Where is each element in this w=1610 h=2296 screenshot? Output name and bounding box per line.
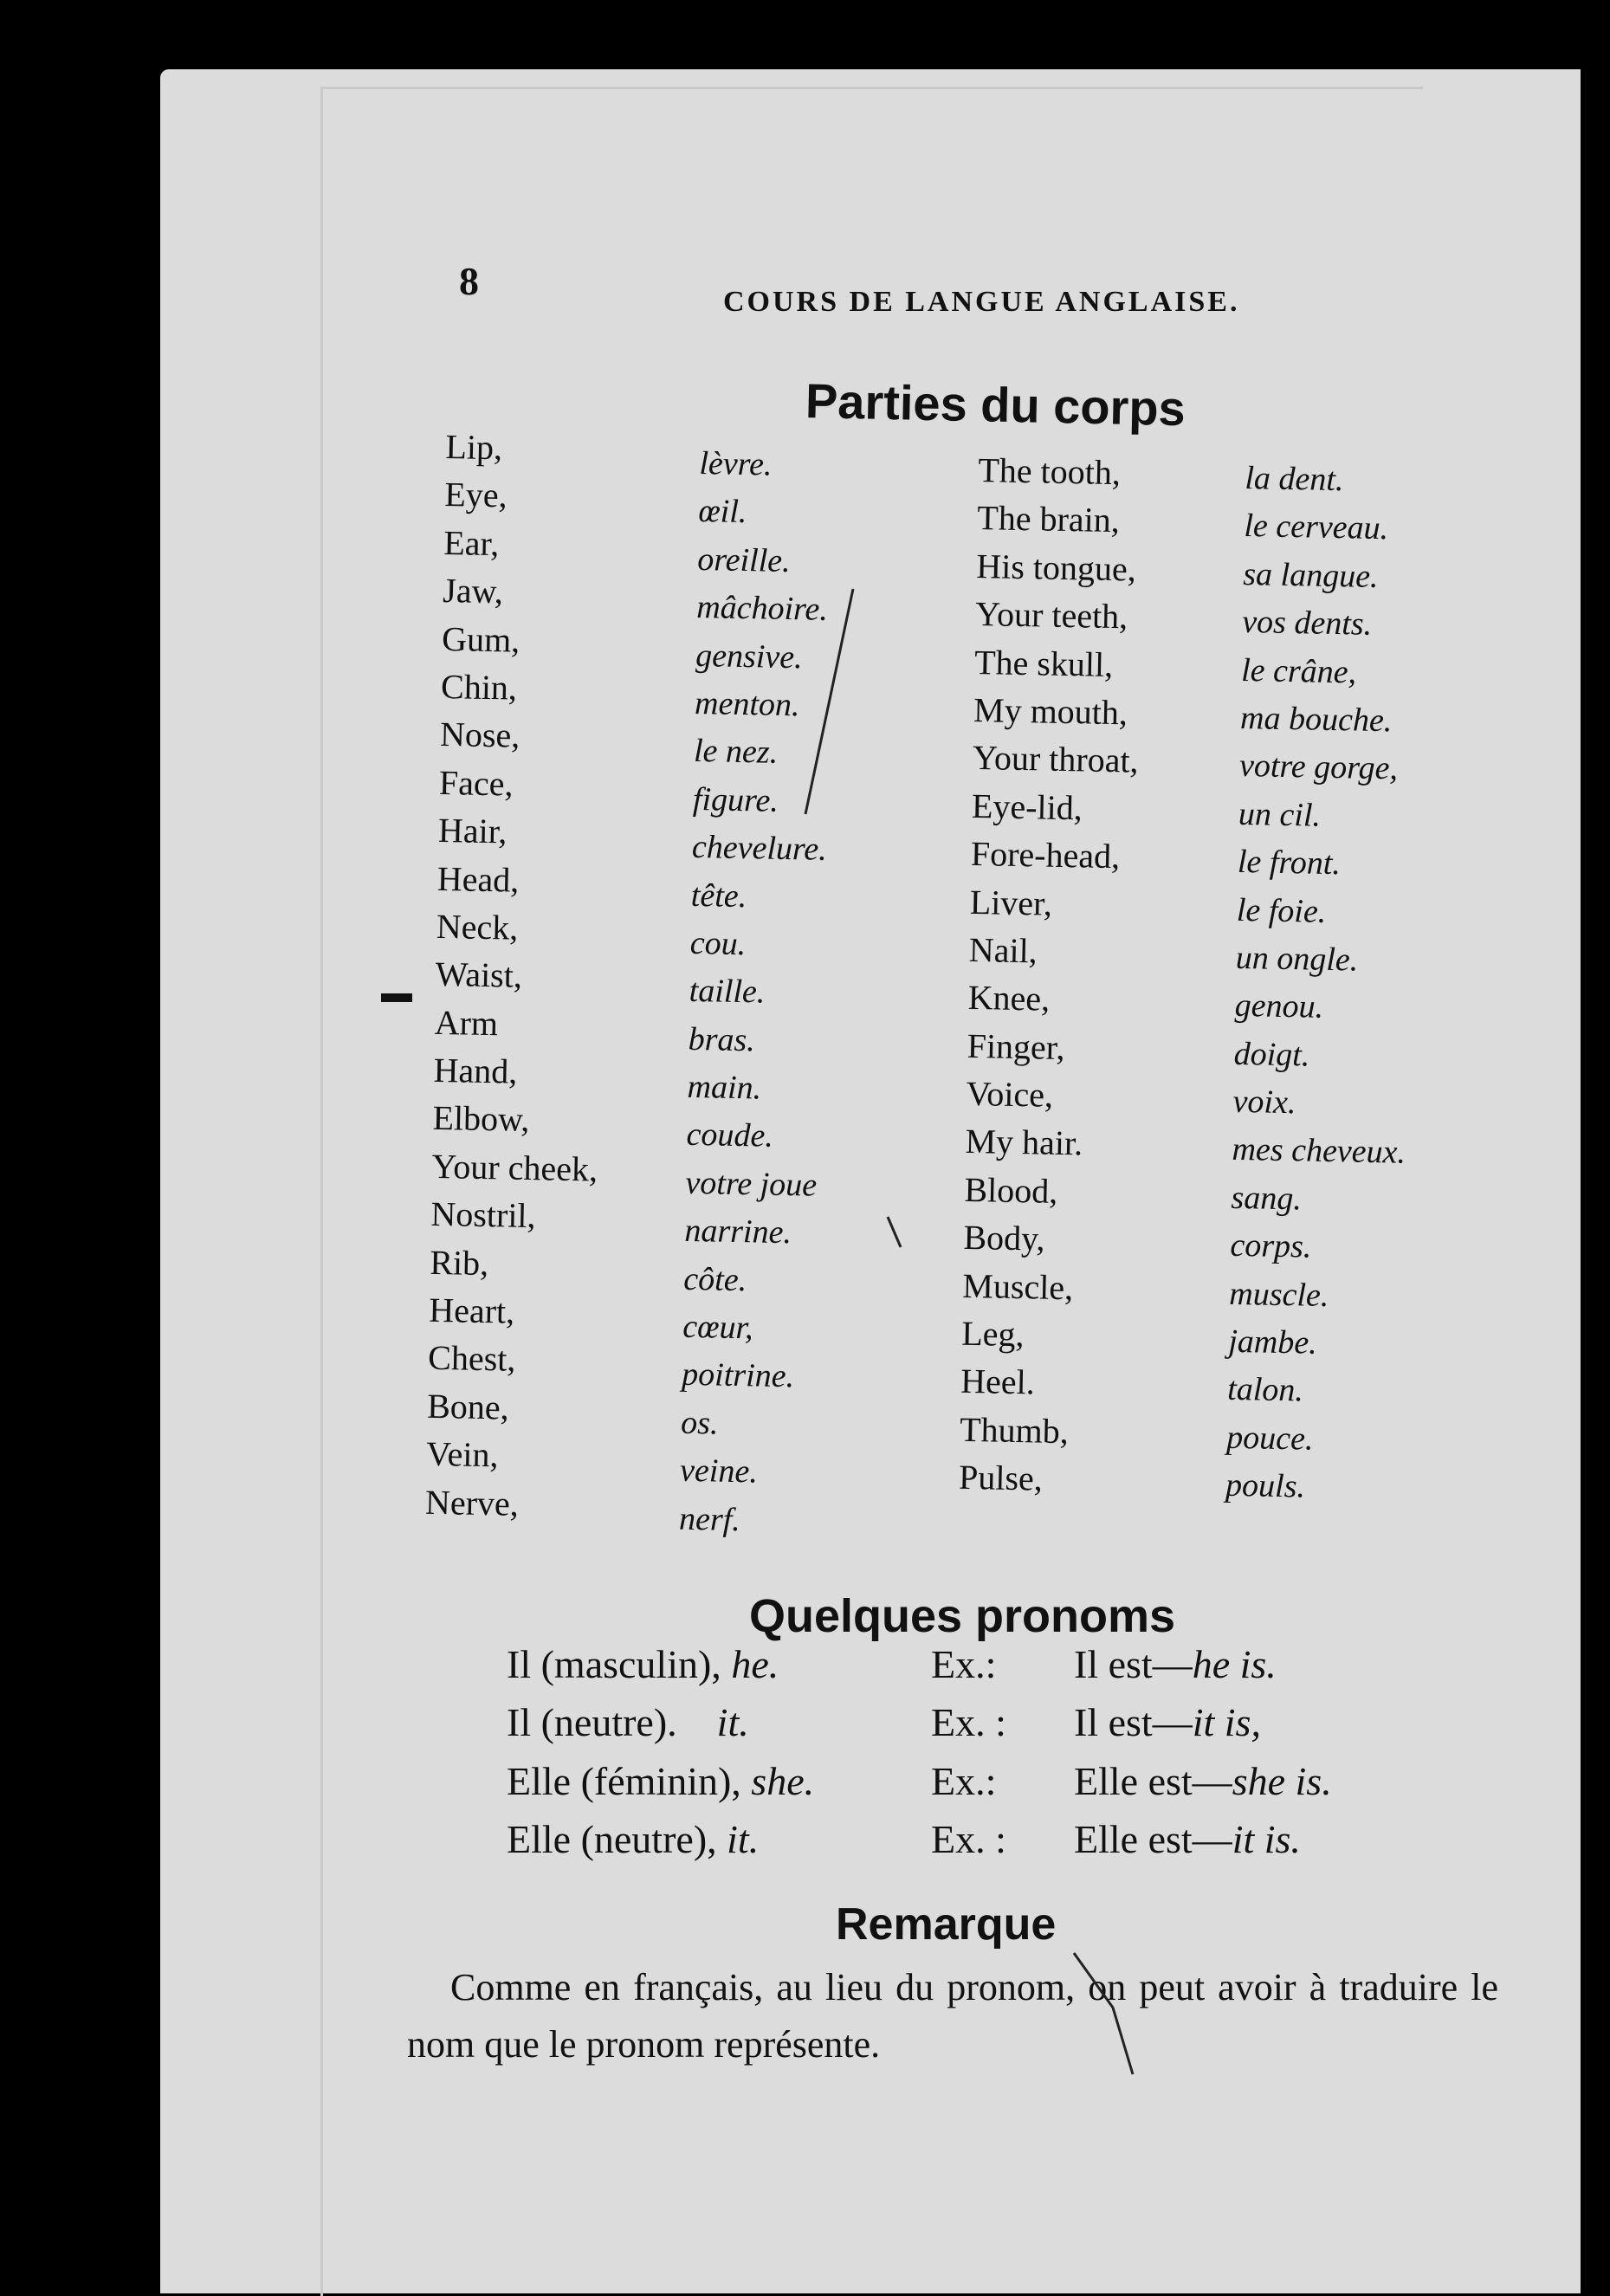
example-label: Ex. : — [931, 1700, 1006, 1744]
vocab-word: genou. — [1234, 987, 1324, 1026]
vocab-word: The skull, — [973, 642, 1114, 684]
pronoun-label: Il (masculin), he. — [507, 1642, 779, 1686]
vocab-word: le crâne, — [1240, 651, 1357, 691]
vocab-word: Arm — [434, 1002, 499, 1043]
vocab-word: Knee, — [967, 978, 1051, 1019]
vocab-word: le front. — [1237, 844, 1342, 883]
vocab-word: Liver, — [969, 882, 1053, 923]
pronoun-label: Il (neutre). it. — [507, 1700, 749, 1744]
vocab-word: veine. — [679, 1452, 759, 1491]
vocab-word: un cil. — [1238, 795, 1322, 834]
vocab-word: main. — [687, 1068, 762, 1107]
vocab-word: Hair, — [437, 811, 508, 851]
vocab-word: oreille. — [696, 540, 792, 579]
vocab-word: tête. — [690, 876, 747, 915]
vocab-word: sang. — [1231, 1179, 1303, 1218]
vocab-word: ma bouche. — [1239, 699, 1393, 740]
vocab-word: coude. — [686, 1116, 774, 1155]
pronoun-label: Elle (neutre), it. — [507, 1817, 760, 1861]
vocab-word: os. — [680, 1404, 719, 1442]
right-english-column — [959, 446, 1145, 1504]
vocab-word: Waist, — [435, 954, 523, 996]
vocab-word: Elbow, — [432, 1098, 530, 1140]
vocab-word: Ear, — [443, 522, 500, 563]
vocab-word: cou. — [689, 924, 747, 963]
vocab-word: Body, — [963, 1218, 1045, 1258]
remark-text: Comme en français, au lieu du pronom, on peut avoir à traduire le nom que le pronom représente. — [407, 1966, 1498, 2066]
vocab-word: Heart, — [428, 1290, 515, 1331]
vocab-word: la dent. — [1245, 459, 1344, 499]
vocab-word: My mouth, — [973, 689, 1128, 733]
vocab-word: Rib, — [429, 1242, 489, 1283]
vocab-word: votre gorge, — [1238, 747, 1399, 787]
vocab-word: pouls. — [1225, 1466, 1306, 1505]
vocab-word: un ongle. — [1235, 939, 1359, 979]
vocab-word: narrine. — [684, 1213, 792, 1251]
example-text: Il est—he is. — [1074, 1642, 1277, 1686]
pronouns-title: Quelques pronoms — [749, 1590, 1176, 1642]
vocab-word: nerf. — [678, 1500, 741, 1538]
vocab-word: gensive. — [695, 637, 804, 676]
vocab-word: Your cheek, — [431, 1146, 598, 1189]
vocab-word: Hand, — [433, 1050, 518, 1091]
vocab-word: pouce. — [1225, 1419, 1314, 1458]
vocab-word: sa langue. — [1242, 555, 1379, 595]
vocab-word: talon. — [1226, 1371, 1304, 1409]
vocab-word: Nail, — [968, 929, 1038, 971]
vocab-word: Lip, — [445, 426, 503, 468]
vocab-word: Chest, — [427, 1338, 516, 1380]
vocab-word: Nerve, — [424, 1482, 520, 1523]
vocab-word: Jaw, — [442, 571, 504, 611]
page-number: 8 — [459, 259, 479, 303]
vocab-word: Heel. — [960, 1361, 1036, 1402]
vocab-word: le cerveau. — [1244, 508, 1389, 547]
example-label: Ex.: — [931, 1642, 997, 1686]
vocab-word: Neck, — [436, 906, 519, 948]
vocab-word: Nose, — [439, 715, 521, 756]
example-text: Elle est—it is. — [1074, 1817, 1301, 1861]
vocab-word: Face, — [438, 762, 514, 804]
vocab-word: mes cheveux. — [1232, 1131, 1406, 1172]
vocab-word: voix. — [1232, 1083, 1296, 1122]
vocab-word: Bone, — [426, 1386, 510, 1427]
left-french-column — [679, 440, 835, 1546]
vocab-word: Pulse, — [958, 1457, 1044, 1498]
example-text: Elle est—she is. — [1074, 1759, 1332, 1803]
vocab-word: mâchoire. — [695, 589, 829, 629]
example-text: Il est—it is, — [1074, 1700, 1261, 1744]
vocab-word: muscle. — [1229, 1275, 1329, 1314]
vocab-word: vos dents. — [1241, 604, 1373, 644]
vocab-word: doigt. — [1233, 1035, 1310, 1074]
vocab-word: Head, — [436, 858, 520, 900]
vocab-word: Gum, — [441, 618, 521, 660]
vocab-word: cœur, — [682, 1308, 754, 1347]
vocab-word: Thumb, — [959, 1409, 1070, 1452]
vocab-word: His tongue, — [975, 546, 1137, 589]
vocab-word: côte. — [683, 1260, 747, 1298]
vocab-word: lèvre. — [699, 444, 773, 483]
example-label: Ex. : — [931, 1817, 1006, 1861]
vocab-word: Finger, — [967, 1025, 1065, 1067]
vocab-word: Your throat, — [972, 738, 1140, 780]
vocab-word: votre joue — [685, 1164, 818, 1204]
vocab-word: The tooth, — [978, 449, 1122, 493]
vocab-word: Nostril, — [430, 1194, 536, 1236]
vocab-word: figure. — [692, 780, 779, 819]
vocab-word: Chin, — [440, 666, 518, 708]
vocab-word: œil. — [698, 493, 747, 531]
remark-title: Remarque — [836, 1899, 1057, 1950]
vocab-word: le nez. — [693, 733, 779, 772]
vocab-word: corps. — [1230, 1227, 1312, 1265]
vocab-word: Your teeth, — [974, 594, 1128, 637]
vocab-word: Voice, — [966, 1073, 1054, 1115]
vocab-word: The brain, — [976, 498, 1121, 540]
example-label: Ex.: — [931, 1759, 997, 1803]
pronoun-label: Elle (féminin), she. — [507, 1759, 815, 1803]
vocab-word: Vein, — [425, 1433, 499, 1475]
vocab-word: poitrine. — [681, 1356, 795, 1395]
vocab-word: My hair. — [965, 1122, 1083, 1163]
left-english-column — [425, 423, 612, 1529]
vocab-word: chevelure. — [691, 829, 828, 869]
vocab-word: le foie. — [1236, 891, 1327, 930]
running-header: COURS DE LANGUE ANGLAISE. — [723, 286, 1240, 318]
vocab-word: Eye-lid, — [971, 786, 1083, 828]
vocab-word: Eye, — [443, 475, 508, 515]
right-french-column — [1225, 455, 1419, 1513]
vocab-word: Fore-head, — [970, 834, 1121, 876]
vocab-word: bras. — [688, 1020, 756, 1059]
vocabulary-title: Parties du corps — [805, 373, 1186, 437]
vocab-word: taille. — [689, 973, 766, 1011]
vocab-word: jambe. — [1227, 1323, 1318, 1361]
vocab-word: Leg, — [960, 1313, 1025, 1355]
vocab-word: menton. — [694, 684, 800, 724]
vocab-word: Muscle, — [961, 1265, 1074, 1307]
vocab-word: Blood, — [964, 1169, 1058, 1211]
